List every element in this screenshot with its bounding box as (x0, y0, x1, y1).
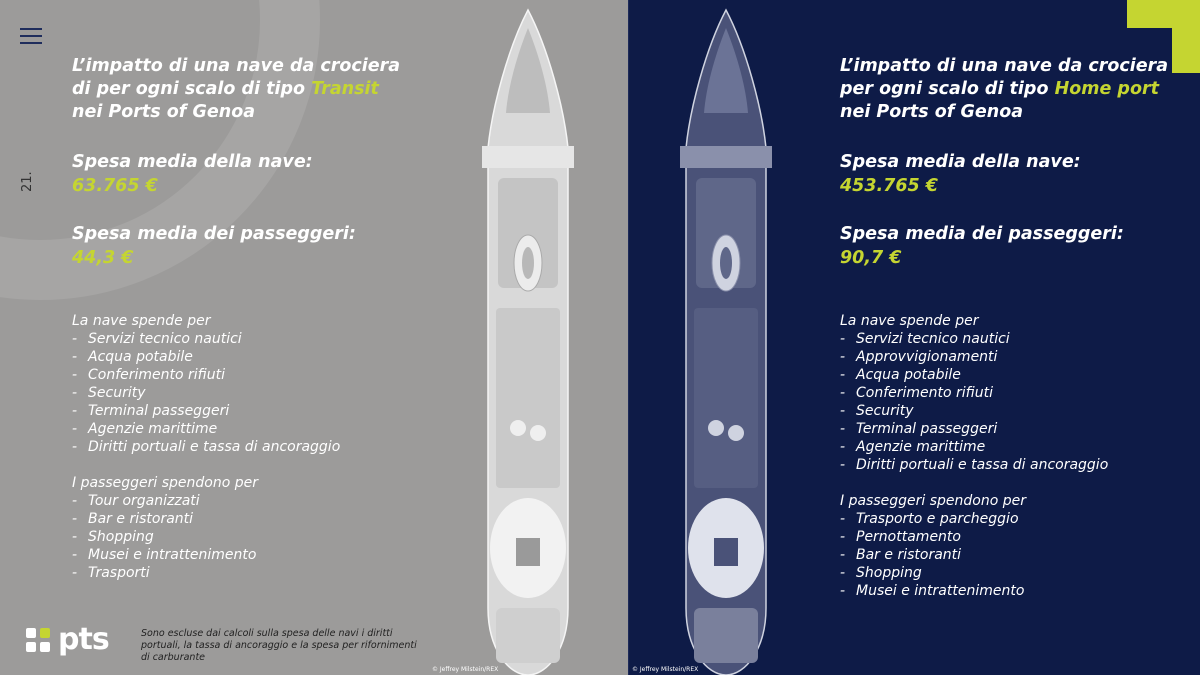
list-intro: I passeggeri spendono per (840, 493, 1026, 509)
cruise-ship-image (478, 8, 578, 675)
list-item: - Shopping (72, 528, 258, 546)
left-pax-spend-label: Spesa media dei passeggeri: (72, 224, 356, 244)
list-item: - Terminal passeggeri (840, 420, 1108, 438)
right-ship-spend (840, 150, 1081, 198)
menu-icon[interactable] (20, 28, 42, 44)
pts-logo (24, 622, 109, 657)
list-item: - Terminal passeggeri (72, 402, 340, 420)
left-ship-spend-label: Spesa media della nave: (72, 152, 313, 172)
right-ship-spend-value: 453.765 € (840, 176, 938, 196)
list-item: - Tour organizzati (72, 492, 258, 510)
list-item: - Shopping (840, 564, 1026, 582)
list-item: - Approvvigionamenti (840, 348, 1108, 366)
list-item: - Trasporto e parcheggio (840, 510, 1026, 528)
list-item: - Servizi tecnico nautici (72, 330, 340, 348)
list-item: - Conferimento rifiuti (840, 384, 1108, 402)
left-ship-spend-value: 63.765 € (72, 176, 158, 196)
right-heading: L’impatto di una nave da crociera per ogni scalo di tipo Home port nei Ports of Genoa (840, 56, 1169, 122)
left-pax-spend-value: 44,3 € (72, 248, 134, 268)
page-number: 21. (20, 171, 35, 192)
photo-credit: © Jeffrey Milstein/REX (432, 666, 499, 673)
list-intro: La nave spende per (72, 313, 211, 329)
list-item: - Bar e ristoranti (72, 510, 258, 528)
left-ship-spend (72, 150, 313, 198)
pts-logo-icon (24, 626, 52, 654)
list-item: - Diritti portuali e tassa di ancoraggio (840, 456, 1108, 474)
list-item: - Musei e intrattenimento (840, 582, 1026, 600)
right-ship-spend-label: Spesa media della nave: (840, 152, 1081, 172)
right-ship-spends-list (840, 312, 1108, 474)
left-pax-spend (72, 222, 356, 270)
list-item: - Trasporti (72, 564, 258, 582)
list-item: - Security (840, 402, 1108, 420)
right-pax-spend-value: 90,7 € (840, 248, 902, 268)
right-pax-spend-label: Spesa media dei passeggeri: (840, 224, 1124, 244)
footnote: Sono escluse dai calcoli sulla spesa delle navi i diritti portuali, la tassa di ancoraggio e la spesa per rifornimenti di carburante (141, 628, 417, 663)
right-pax-spend-list (840, 492, 1026, 600)
list-item: - Acqua potabile (72, 348, 340, 366)
list-item: - Bar e ristoranti (840, 546, 1026, 564)
list-item: - Servizi tecnico nautici (840, 330, 1108, 348)
list-intro: La nave spende per (840, 313, 979, 329)
list-intro: I passeggeri spendono per (72, 475, 258, 491)
list-item: - Agenzie marittime (840, 438, 1108, 456)
right-pax-spend (840, 222, 1124, 270)
list-item: - Diritti portuali e tassa di ancoraggio (72, 438, 340, 456)
left-ship-spends-list (72, 312, 340, 456)
list-item: - Musei e intrattenimento (72, 546, 258, 564)
photo-credit: © Jeffrey Milstein/REX (632, 666, 699, 673)
left-heading: L’impatto di una nave da crociera di per ogni scalo di tipo Transit nei Ports of Genoa (72, 56, 401, 122)
list-item: - Conferimento rifiuti (72, 366, 340, 384)
list-item: - Acqua potabile (840, 366, 1108, 384)
list-item: - Agenzie marittime (72, 420, 340, 438)
list-item: - Pernottamento (840, 528, 1026, 546)
logo-text: pts (58, 622, 109, 657)
cruise-ship-image (676, 8, 776, 675)
list-item: - Security (72, 384, 340, 402)
left-pax-spend-list (72, 474, 258, 582)
